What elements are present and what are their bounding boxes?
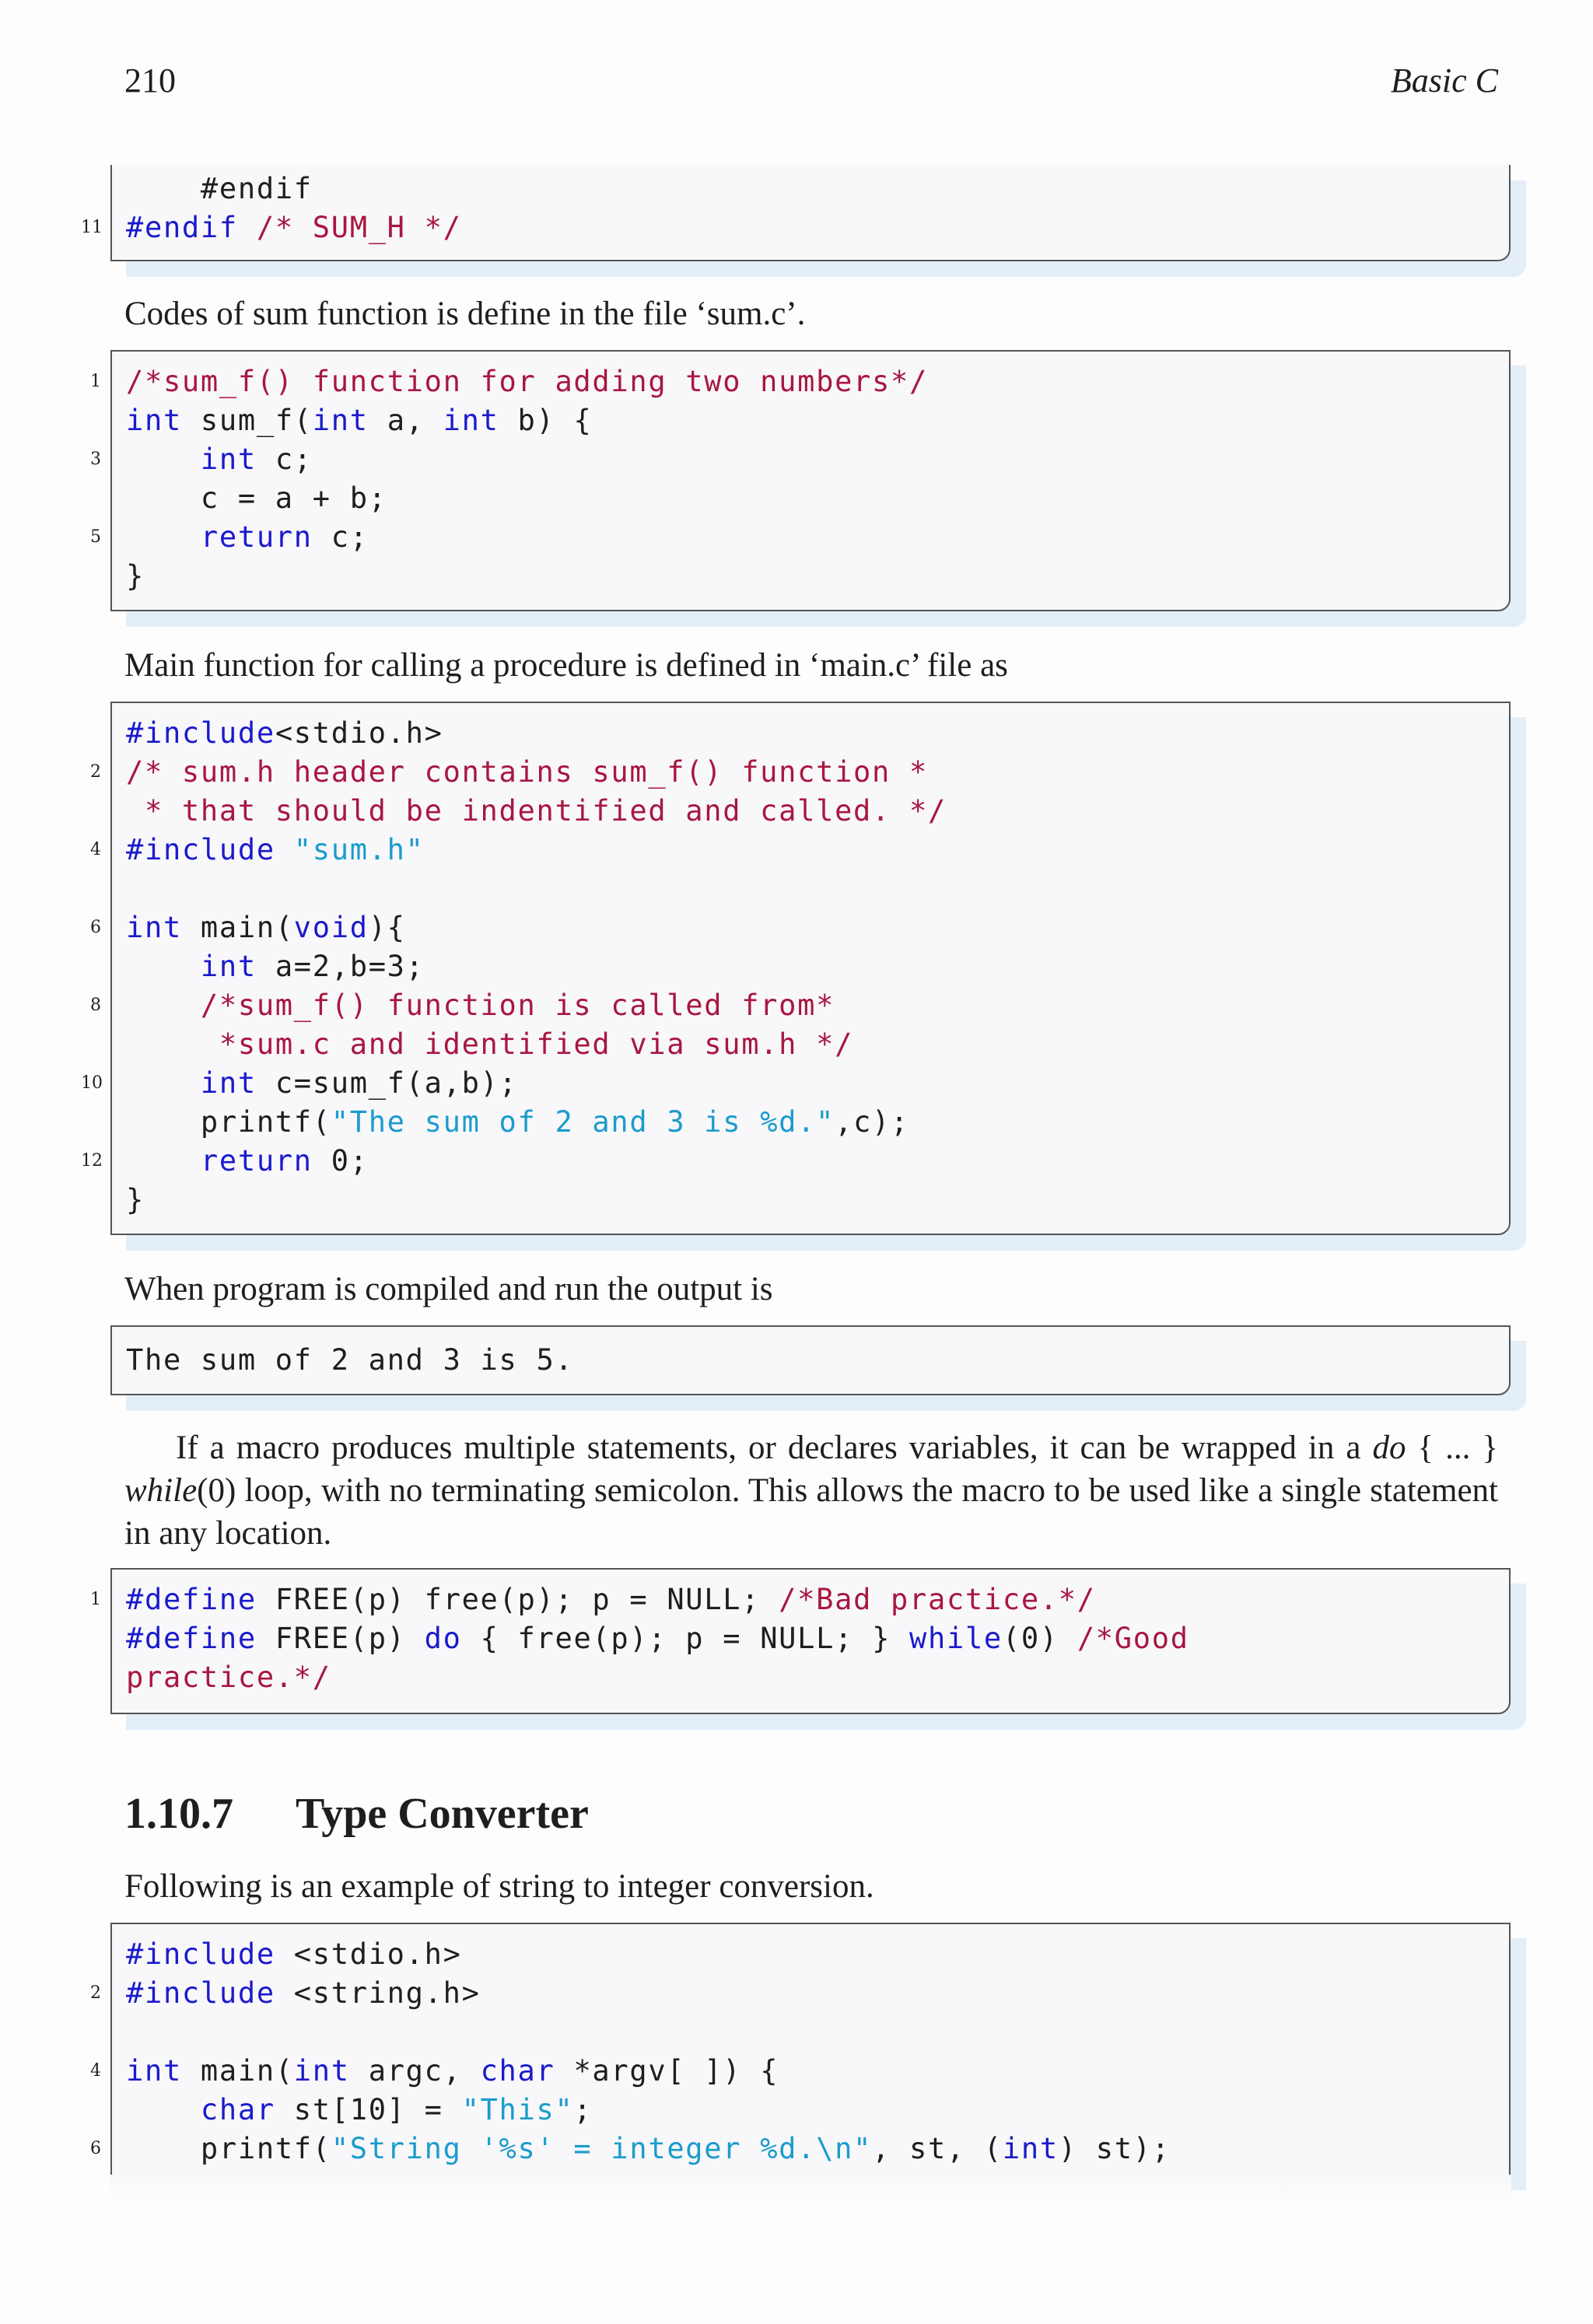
code-keyword: int <box>200 950 257 983</box>
code-line <box>81 1142 1509 1181</box>
paragraph-conversion-intro: Following is an example of string to integer conversion. <box>124 1868 874 1905</box>
code-string: "This" <box>461 2093 574 2126</box>
code-text: printf( <box>126 1105 331 1139</box>
running-title: Basic C <box>1390 61 1498 100</box>
code-text: FREE(p) free(p); p = NULL; <box>256 1583 779 1616</box>
code-listing-sum-c <box>90 350 1511 611</box>
macro-braces: { ... } <box>1406 1430 1498 1466</box>
code-text: a=2,b=3; <box>256 950 425 983</box>
code-keyword: while <box>909 1622 1003 1655</box>
paragraph-sum-c-intro: Codes of sum function is define in the file ‘sum.c’. <box>124 296 806 332</box>
code-keyword: #define <box>126 1622 257 1655</box>
code-keyword: int <box>443 404 499 437</box>
line-number: 10 <box>81 1073 103 1093</box>
code-keyword: #endif <box>126 211 238 244</box>
code-text <box>126 520 201 554</box>
code-keyword: char <box>480 2054 555 2088</box>
code-line <box>112 1103 1509 1142</box>
code-listing-main-c <box>81 702 1511 1235</box>
code-keyword: char <box>200 2093 275 2126</box>
code-text: c=sum_f(a,b); <box>256 1066 518 1100</box>
code-text <box>126 1027 219 1061</box>
code-string: "String '%s' = integer %d.\n" <box>331 2132 873 2165</box>
line-number: 6 <box>90 918 101 937</box>
code-line <box>112 170 1509 208</box>
code-line <box>90 2130 1509 2168</box>
code-keyword: do <box>424 1622 462 1655</box>
code-line <box>112 401 1509 440</box>
line-number: 1 <box>90 372 101 391</box>
code-text <box>126 2093 201 2126</box>
code-line <box>90 440 1509 479</box>
code-keyword: int <box>126 911 182 944</box>
macro-text-b: (0) loop, with no terminating semicolon. This allows the macro to be used like a single statement in any location. <box>124 1472 1498 1552</box>
code-line <box>81 1064 1509 1103</box>
code-line <box>112 947 1509 986</box>
code-comment: /* sum.h header contains sum_f() function * <box>126 755 928 789</box>
line-number: 11 <box>81 218 103 237</box>
code-text <box>126 1066 201 1100</box>
code-text: a, <box>368 404 443 437</box>
code-string: "The sum of 2 and 3 is %d." <box>331 1105 835 1139</box>
code-line <box>90 1580 1509 1619</box>
code-keyword: int <box>312 404 369 437</box>
code-text <box>126 1144 201 1178</box>
line-number: 2 <box>90 1983 101 2003</box>
code-line <box>90 1974 1509 2013</box>
code-line <box>112 1341 1509 1380</box>
code-line <box>112 870 1509 908</box>
code-keyword: #include <box>126 716 275 750</box>
code-line <box>112 1658 1509 1697</box>
code-keyword: int <box>293 2054 350 2088</box>
code-keyword: #define <box>126 1583 257 1616</box>
code-text: argc, <box>349 2054 481 2088</box>
code-string: "sum.h" <box>293 833 425 866</box>
code-comment: * that should be indentified and called. */ <box>126 794 947 828</box>
code-text: ; <box>573 2093 593 2126</box>
code-line <box>112 1025 1509 1064</box>
line-number: 8 <box>90 996 101 1015</box>
code-keyword: int <box>200 1066 257 1100</box>
code-line <box>90 518 1509 557</box>
code-text: main( <box>181 911 294 944</box>
code-text: { free(p); p = NULL; } <box>461 1622 910 1655</box>
code-comment: practice.*/ <box>126 1661 331 1694</box>
code-text: c = a + b; <box>126 481 387 515</box>
code-keyword: int <box>1002 2132 1059 2165</box>
code-text: st[10] = <box>275 2093 462 2126</box>
code-text: <stdio.h> <box>275 716 443 750</box>
code-comment: /*sum_f() function is called from* <box>200 989 835 1022</box>
code-comment: /*sum_f() function for adding two numbers*/ <box>126 365 928 398</box>
code-text: printf( <box>126 2132 331 2165</box>
code-text <box>275 833 294 866</box>
macro-keyword-do: do <box>1372 1430 1406 1466</box>
section-title: Type Converter <box>296 1790 589 1838</box>
code-text: #endif <box>126 172 313 205</box>
code-comment: /*Good <box>1077 1622 1189 1655</box>
code-keyword: #include <box>126 833 275 866</box>
line-number: 2 <box>90 762 101 782</box>
code-keyword: int <box>126 404 182 437</box>
section-heading <box>124 1789 589 1839</box>
line-number: 5 <box>90 527 101 547</box>
line-number: 4 <box>90 2061 101 2081</box>
paragraph-output-intro: When program is compiled and run the output is <box>124 1271 773 1307</box>
code-line <box>112 2013 1509 2052</box>
macro-keyword-while: while <box>124 1472 198 1509</box>
code-comment: *sum.c and identified via sum.h */ <box>219 1027 854 1061</box>
line-number: 3 <box>90 450 101 469</box>
code-text: <stdio.h> <box>275 1937 462 1971</box>
code-text: The sum of 2 and 3 is 5. <box>126 1343 574 1377</box>
section-number: 1.10.7 <box>124 1790 233 1838</box>
code-text: c; <box>312 520 369 554</box>
code-line <box>112 2091 1509 2130</box>
code-text: (0) <box>1002 1622 1077 1655</box>
code-text <box>126 989 201 1022</box>
code-text: main( <box>181 2054 294 2088</box>
code-line <box>90 2052 1509 2091</box>
code-line <box>112 479 1509 518</box>
line-number: 4 <box>90 840 101 859</box>
code-line <box>90 986 1509 1025</box>
page-header <box>124 61 1498 107</box>
code-text: <string.h> <box>275 1976 481 2010</box>
code-text <box>126 950 201 983</box>
code-keyword: return <box>200 1144 313 1178</box>
code-text: 0; <box>312 1144 369 1178</box>
code-line <box>90 908 1509 947</box>
code-line <box>112 1935 1509 1974</box>
line-number: 12 <box>81 1151 103 1171</box>
code-comment: /*Bad practice.*/ <box>779 1583 1096 1616</box>
code-line <box>112 1181 1509 1220</box>
code-comment: /* SUM_H */ <box>256 211 462 244</box>
code-text: b) { <box>499 404 593 437</box>
code-keyword: #include <box>126 1937 275 1971</box>
paragraph-macro-explanation <box>124 1426 1498 1555</box>
code-line <box>112 1619 1509 1658</box>
code-text: c; <box>256 443 313 476</box>
code-text: sum_f( <box>181 404 313 437</box>
code-text: FREE(p) <box>256 1622 425 1655</box>
code-line <box>90 753 1509 792</box>
code-line <box>90 362 1509 401</box>
line-number: 1 <box>90 1590 101 1609</box>
code-line <box>90 831 1509 870</box>
code-listing-atoi-example <box>90 1923 1511 2175</box>
paragraph-main-c-intro: Main function for calling a procedure is defined in ‘main.c’ file as <box>124 647 1008 684</box>
code-line <box>112 714 1509 753</box>
line-number: 6 <box>90 2139 101 2158</box>
code-text <box>126 443 201 476</box>
code-keyword: #include <box>126 1976 275 2010</box>
code-line <box>112 792 1509 831</box>
code-line <box>81 208 1509 247</box>
code-line <box>112 557 1509 596</box>
code-keyword: return <box>200 520 313 554</box>
code-keyword: int <box>200 443 257 476</box>
code-keyword: void <box>293 911 369 944</box>
page-number: 210 <box>124 61 176 100</box>
macro-text-a: If a macro produces multiple statements, or declares variables, it can be wrapped in a <box>176 1430 1373 1466</box>
code-listing-macros <box>90 1568 1511 1714</box>
code-keyword: int <box>126 2054 182 2088</box>
code-text: *argv[ ]) { <box>555 2054 779 2088</box>
code-text: } <box>126 559 145 593</box>
code-text: , st, ( <box>872 2132 1003 2165</box>
program-output-box <box>110 1325 1511 1395</box>
code-text: ) st); <box>1058 2132 1171 2165</box>
code-text <box>238 211 257 244</box>
code-listing-sum-h-tail <box>81 165 1511 261</box>
code-text: ,c); <box>835 1105 910 1139</box>
code-text: } <box>126 1183 145 1216</box>
code-text: ){ <box>368 911 406 944</box>
